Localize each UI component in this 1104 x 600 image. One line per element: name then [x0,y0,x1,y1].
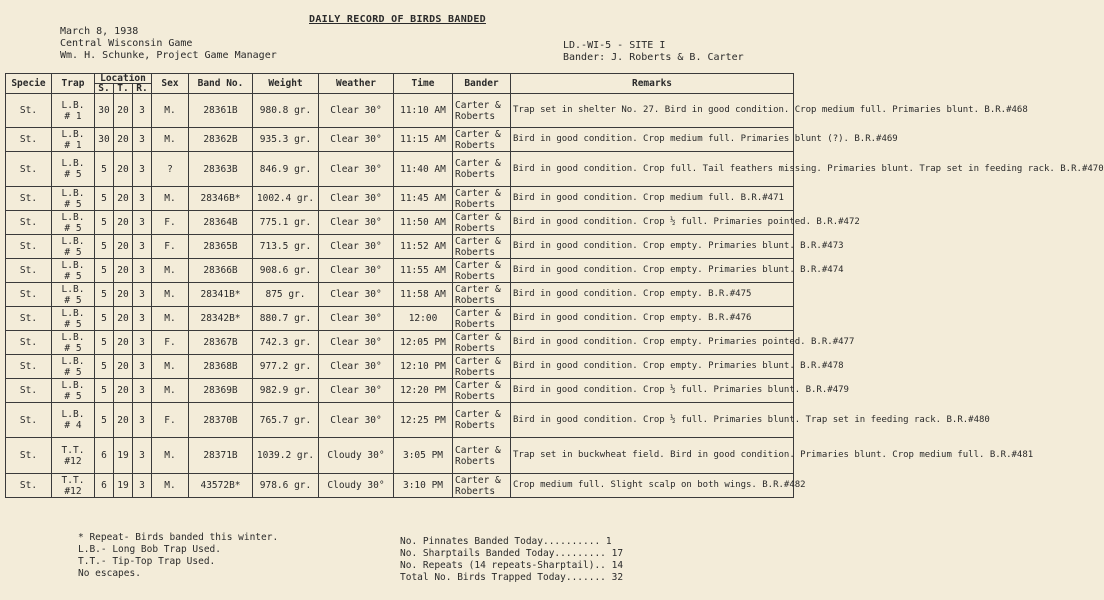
cell-species: St. [6,379,52,403]
cell-section: 5 [95,379,114,403]
cell-trap [52,474,95,498]
cell-trap [52,403,95,438]
legend-line: No escapes. [78,568,141,579]
trap-line: L.B. [61,235,85,247]
cell-species: St. [6,355,52,379]
cell-range: 3 [133,355,152,379]
trap-line: L.B. [61,259,85,271]
cell-sex: M. [152,474,189,498]
cell-township: 20 [114,283,133,307]
cell-trap [52,235,95,259]
cell-range: 3 [133,438,152,474]
col-trap: Trap [52,74,95,94]
cell-range: 3 [133,187,152,211]
cell-weather: Clear 30° [319,403,394,438]
trap-line: # 5 [64,198,82,210]
cell-species: St. [6,152,52,187]
cell-remarks: Bird in good condition. Crop empty. Primaries blunt. B.R.#478 [511,355,794,379]
cell-trap [52,307,95,331]
project-manager: Wm. H. Schunke, Project Game Manager [60,50,277,61]
cell-time: 11:45 AM [394,187,453,211]
cell-trap [52,152,95,187]
trap-line: L.B. [61,211,85,223]
cell-time: 11:55 AM [394,259,453,283]
table-row [6,474,794,498]
legend [78,532,278,580]
cell-range: 3 [133,211,152,235]
cell-sex: F. [152,331,189,355]
banding-table [5,73,1104,498]
cell-band: 28365B [189,235,253,259]
table-row [6,152,794,187]
trap-line: L.B. [61,99,85,111]
cell-bander [453,152,511,187]
cell-range: 3 [133,283,152,307]
cell-weight: 1039.2 gr. [253,438,319,474]
cell-time: 11:15 AM [394,128,453,152]
cell-trap [52,379,95,403]
bander-line: Roberts [455,390,496,402]
cell-trap [52,128,95,152]
bander-line: Roberts [455,366,496,378]
trap-line: # 5 [64,222,82,234]
cell-township: 20 [114,307,133,331]
bander-line: Roberts [455,294,496,306]
cell-section: 5 [95,259,114,283]
cell-section: 5 [95,187,114,211]
cell-time: 12:00 [394,307,453,331]
cell-trap [52,187,95,211]
cell-township: 19 [114,474,133,498]
cell-weather: Clear 30° [319,128,394,152]
cell-sex: M. [152,259,189,283]
trap-line: # 5 [64,246,82,258]
trap-line: # 5 [64,390,82,402]
document-title: DAILY RECORD OF BIRDS BANDED [309,14,486,25]
bander-line: Carter & [455,379,501,391]
cell-time: 11:10 AM [394,94,453,128]
cell-sex: M. [152,128,189,152]
trap-line: L.B. [61,331,85,343]
cell-range: 3 [133,259,152,283]
cell-township: 20 [114,235,133,259]
bander-line: Carter & [455,307,501,319]
cell-weather: Cloudy 30° [319,438,394,474]
col-section: S. [95,84,114,94]
cell-remarks: Crop medium full. Slight scalp on both wings. B.R.#482 [511,474,794,498]
cell-township: 20 [114,259,133,283]
cell-sex: F. [152,211,189,235]
cell-trap [52,283,95,307]
trap-line: # 5 [64,366,82,378]
trap-line: L.B. [61,187,85,199]
bander-line: Carter & [455,187,501,199]
trap-line: L.B. [61,355,85,367]
cell-remarks: Bird in good condition. Crop ½ full. Primaries blunt. B.R.#479 [511,379,794,403]
cell-sex: M. [152,355,189,379]
cell-species: St. [6,403,52,438]
cell-township: 20 [114,94,133,128]
cell-trap [52,94,95,128]
totals [400,536,623,584]
table-row [6,283,794,307]
bander-line: Carter & [455,128,501,140]
trap-line: L.B. [61,283,85,295]
cell-band: 28361B [189,94,253,128]
table-row [6,187,794,211]
cell-bander [453,474,511,498]
table-row [6,128,794,152]
trap-line: T.T. [61,444,85,456]
bander-line: Roberts [455,420,496,431]
cell-weather: Clear 30° [319,355,394,379]
bander-line: Carter & [455,211,501,223]
table-row [6,94,794,128]
total-line: No. Repeats (14 repeats-Sharptail).. 14 [400,560,624,571]
cell-species: St. [6,438,52,474]
organization: Central Wisconsin Game [60,38,193,49]
cell-section: 5 [95,307,114,331]
cell-township: 20 [114,379,133,403]
bander-line: Roberts [455,455,496,467]
col-township: T. [114,84,133,94]
bander-line: Carter & [455,409,501,420]
table-row [6,355,794,379]
table-row [6,211,794,235]
cell-weather: Cloudy 30° [319,474,394,498]
cell-band: 28370B [189,403,253,438]
table-row [6,379,794,403]
table-row [6,307,794,331]
cell-trap [52,438,95,474]
cell-species: St. [6,474,52,498]
cell-sex: M. [152,283,189,307]
cell-bander [453,94,511,128]
cell-weight: 775.1 gr. [253,211,319,235]
cell-bander [453,187,511,211]
cell-bander [453,331,511,355]
bander-line: Roberts [455,318,496,330]
cell-bander [453,403,511,438]
cell-time: 12:05 PM [394,331,453,355]
trap-line: L.B. [61,307,85,319]
bander-names: Bander: J. Roberts & B. Carter [563,52,744,63]
cell-section: 5 [95,403,114,438]
cell-remarks: Bird in good condition. Crop empty. Primaries blunt. B.R.#473 [511,235,794,259]
cell-remarks: Trap set in buckwheat field. Bird in good condition. Primaries blunt. Crop medium full. B.R.#481 [511,438,794,474]
cell-band: 43572B* [189,474,253,498]
cell-sex: M. [152,187,189,211]
cell-bander [453,211,511,235]
cell-section: 5 [95,152,114,187]
cell-bander [453,128,511,152]
cell-bander [453,307,511,331]
col-species: Specie [6,74,52,94]
bander-line: Roberts [455,342,496,354]
trap-line: L.B. [61,158,85,169]
table-row [6,259,794,283]
cell-species: St. [6,94,52,128]
header-left [60,26,277,62]
trap-line: # 5 [64,270,82,282]
cell-range: 3 [133,152,152,187]
cell-time: 11:40 AM [394,152,453,187]
table-row [6,438,794,474]
cell-range: 3 [133,403,152,438]
bander-line: Roberts [455,222,496,234]
cell-township: 20 [114,187,133,211]
cell-weight: 978.6 gr. [253,474,319,498]
trap-line: # 5 [64,169,82,180]
trap-line: T.T. [61,474,85,486]
bander-line: Carter & [455,283,501,295]
cell-bander [453,235,511,259]
cell-species: St. [6,307,52,331]
legend-line: * Repeat- Birds banded this winter. [78,532,279,543]
trap-line: # 5 [64,318,82,330]
table-row [6,235,794,259]
cell-remarks: Bird in good condition. Crop full. Tail feathers missing. Primaries blunt. Trap set in feeding rack. B.R.#470 [511,152,794,187]
cell-weather: Clear 30° [319,152,394,187]
cell-bander [453,438,511,474]
cell-remarks: Bird in good condition. Crop empty. Primaries blunt. B.R.#474 [511,259,794,283]
cell-band: 28341B* [189,283,253,307]
cell-remarks: Bird in good condition. Crop empty. B.R.#476 [511,307,794,331]
cell-band: 28342B* [189,307,253,331]
cell-range: 3 [133,128,152,152]
cell-township: 20 [114,211,133,235]
cell-weight: 846.9 gr. [253,152,319,187]
bander-line: Carter & [455,355,501,367]
bander-line: Roberts [455,139,496,151]
cell-section: 5 [95,355,114,379]
cell-trap [52,355,95,379]
cell-species: St. [6,283,52,307]
cell-township: 20 [114,331,133,355]
cell-time: 11:52 AM [394,235,453,259]
col-location: Location [95,74,152,84]
cell-species: St. [6,187,52,211]
col-remarks: Remarks [511,74,794,94]
total-line: No. Sharptails Banded Today......... 17 [400,548,624,559]
cell-band: 28367B [189,331,253,355]
cell-township: 20 [114,152,133,187]
cell-sex: ? [152,152,189,187]
cell-sex: F. [152,235,189,259]
col-sex: Sex [152,74,189,94]
table-row [6,331,794,355]
bander-line: Roberts [455,110,496,122]
cell-remarks: Trap set in shelter No. 27. Bird in good condition. Crop medium full. Primaries blunt. B.R.#468 [511,94,794,128]
cell-band: 28364B [189,211,253,235]
cell-weight: 982.9 gr. [253,379,319,403]
bander-line: Carter & [455,444,501,456]
trap-line: L.B. [61,128,85,140]
cell-township: 20 [114,403,133,438]
bander-line: Roberts [455,169,496,180]
cell-range: 3 [133,235,152,259]
cell-sex: M. [152,307,189,331]
legend-line: L.B.- Long Bob Trap Used. [78,544,221,555]
cell-section: 6 [95,438,114,474]
bander-line: Roberts [455,198,496,210]
cell-remarks: Bird in good condition. Crop empty. B.R.#475 [511,283,794,307]
cell-band: 28363B [189,152,253,187]
cell-sex: F. [152,403,189,438]
cell-bander [453,355,511,379]
cell-section: 5 [95,283,114,307]
cell-weather: Clear 30° [319,307,394,331]
cell-band: 28368B [189,355,253,379]
cell-time: 12:25 PM [394,403,453,438]
cell-time: 11:50 AM [394,211,453,235]
cell-weight: 908.6 gr. [253,259,319,283]
cell-species: St. [6,235,52,259]
bander-line: Roberts [455,246,496,258]
col-band: Band No. [189,74,253,94]
cell-remarks: Bird in good condition. Crop medium full. Primaries blunt (?). B.R.#469 [511,128,794,152]
cell-sex: M. [152,94,189,128]
cell-weight: 875 gr. [253,283,319,307]
cell-time: 11:58 AM [394,283,453,307]
trap-line: # 1 [64,139,82,151]
legend-line: T.T.- Tip-Top Trap Used. [78,556,216,567]
cell-weather: Clear 30° [319,331,394,355]
cell-remarks: Bird in good condition. Crop medium full. B.R.#471 [511,187,794,211]
cell-weather: Clear 30° [319,259,394,283]
cell-species: St. [6,211,52,235]
cell-time: 3:05 PM [394,438,453,474]
trap-line: L.B. [61,409,85,420]
cell-bander [453,283,511,307]
trap-line: # 5 [64,342,82,354]
cell-sex: M. [152,438,189,474]
cell-weight: 1002.4 gr. [253,187,319,211]
trap-line: #12 [64,485,82,497]
cell-weight: 742.3 gr. [253,331,319,355]
cell-sex: M. [152,379,189,403]
bander-line: Carter & [455,158,501,169]
cell-time: 12:10 PM [394,355,453,379]
cell-township: 19 [114,438,133,474]
cell-band: 28362B [189,128,253,152]
cell-weight: 935.3 gr. [253,128,319,152]
trap-line: # 5 [64,294,82,306]
cell-weather: Clear 30° [319,235,394,259]
cell-trap [52,331,95,355]
cell-weather: Clear 30° [319,283,394,307]
cell-range: 3 [133,474,152,498]
total-line: Total No. Birds Trapped Today....... 32 [400,572,624,583]
cell-species: St. [6,128,52,152]
cell-weather: Clear 30° [319,379,394,403]
cell-time: 3:10 PM [394,474,453,498]
cell-remarks: Bird in good condition. Crop ½ full. Primaries pointed. B.R.#472 [511,211,794,235]
cell-band: 28366B [189,259,253,283]
cell-section: 6 [95,474,114,498]
bander-line: Carter & [455,259,501,271]
cell-trap [52,259,95,283]
cell-weight: 880.7 gr. [253,307,319,331]
cell-remarks: Bird in good condition. Crop ½ full. Primaries blunt. Trap set in feeding rack. B.R.#480 [511,403,794,438]
trap-line: #12 [64,455,82,467]
cell-range: 3 [133,307,152,331]
cell-band: 28369B [189,379,253,403]
cell-section: 5 [95,211,114,235]
cell-range: 3 [133,331,152,355]
bander-line: Carter & [455,235,501,247]
col-bander: Bander [453,74,511,94]
cell-species: St. [6,259,52,283]
bander-line: Carter & [455,99,501,111]
cell-weather: Clear 30° [319,94,394,128]
cell-bander [453,259,511,283]
site-id: LD.-WI-5 - SITE I [563,40,666,51]
trap-line: # 4 [64,420,82,431]
cell-township: 20 [114,128,133,152]
col-weight: Weight [253,74,319,94]
record-date: March 8, 1938 [60,26,139,37]
bander-line: Roberts [455,485,496,497]
cell-band: 28346B* [189,187,253,211]
header-right [563,40,744,64]
bander-line: Carter & [455,331,501,343]
cell-section: 30 [95,94,114,128]
cell-weather: Clear 30° [319,211,394,235]
cell-weight: 977.2 gr. [253,355,319,379]
cell-band: 28371B [189,438,253,474]
col-weather: Weather [319,74,394,94]
cell-weather: Clear 30° [319,187,394,211]
cell-weight: 713.5 gr. [253,235,319,259]
total-line: No. Pinnates Banded Today.......... 1 [400,536,612,547]
cell-remarks: Bird in good condition. Crop empty. Primaries pointed. B.R.#477 [511,331,794,355]
table-body [6,94,1104,498]
cell-weight: 980.8 gr. [253,94,319,128]
cell-section: 30 [95,128,114,152]
cell-section: 5 [95,235,114,259]
col-time: Time [394,74,453,94]
header-row-location [6,74,794,84]
trap-line: # 1 [64,110,82,122]
cell-time: 12:20 PM [394,379,453,403]
cell-bander [453,379,511,403]
cell-section: 5 [95,331,114,355]
cell-range: 3 [133,94,152,128]
trap-line: L.B. [61,379,85,391]
cell-trap [52,211,95,235]
cell-range: 3 [133,379,152,403]
table-row [6,403,794,438]
col-range: R. [133,84,152,94]
bander-line: Roberts [455,270,496,282]
cell-township: 20 [114,355,133,379]
bander-line: Carter & [455,474,501,486]
cell-weight: 765.7 gr. [253,403,319,438]
cell-species: St. [6,331,52,355]
